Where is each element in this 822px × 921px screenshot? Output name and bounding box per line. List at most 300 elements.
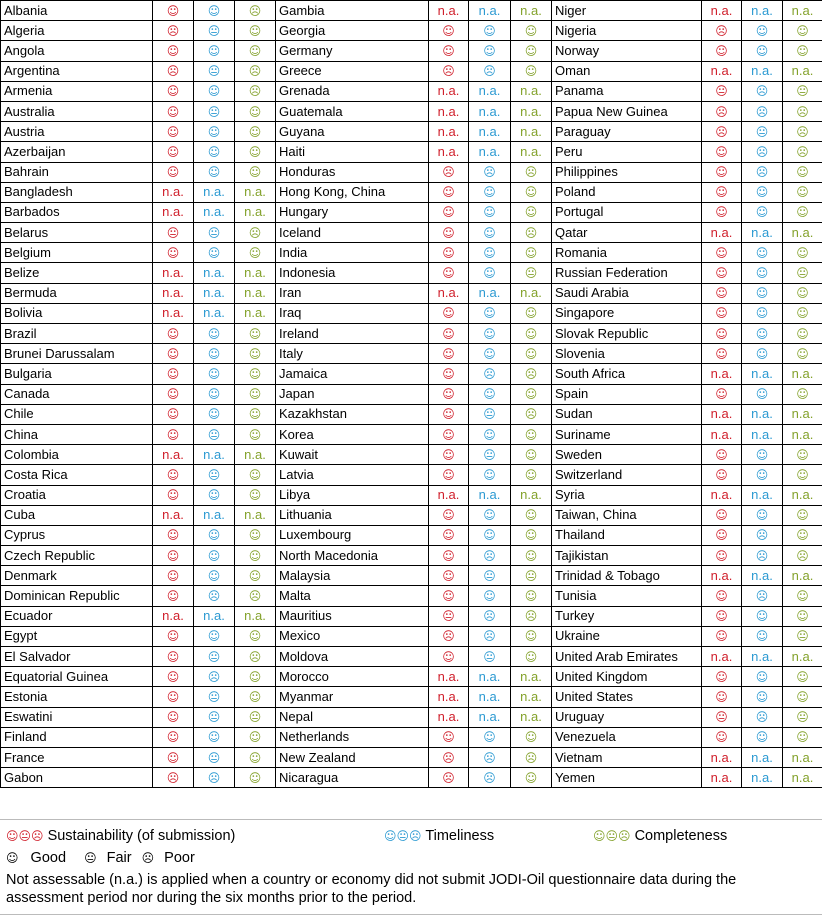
good-icon: ☺ (235, 122, 276, 142)
good-icon: ☺ (153, 647, 194, 667)
not-assessable: n.a. (702, 404, 742, 424)
poor-icon: ☹ (429, 626, 469, 646)
country-name: Oman (552, 61, 702, 81)
good-icon: ☺ (429, 263, 469, 283)
poor-icon: ☹ (783, 142, 822, 162)
country-name: Chile (1, 404, 153, 424)
good-icon: ☺ (469, 384, 511, 404)
fair-icon: 😐 (469, 647, 511, 667)
good-icon: ☺ (429, 566, 469, 586)
country-name: Suriname (552, 424, 702, 444)
good-icon: ☺ (194, 122, 235, 142)
country-name: Panama (552, 81, 702, 101)
fair-icon: 😐 (84, 851, 97, 865)
poor-icon: ☹ (742, 81, 783, 101)
not-assessable: n.a. (469, 142, 511, 162)
good-icon: ☺ (702, 344, 742, 364)
good-icon: ☺ (783, 465, 822, 485)
country-name: Malaysia (276, 566, 429, 586)
country-name: Estonia (1, 687, 153, 707)
table-row (1, 243, 822, 263)
good-icon: ☺ (6, 851, 19, 865)
country-name: Austria (1, 122, 153, 142)
legend-scale (6, 850, 195, 866)
country-name: Algeria (1, 21, 153, 41)
good-icon: ☺ (153, 626, 194, 646)
not-assessable: n.a. (194, 505, 235, 525)
poor-icon: ☹ (194, 768, 235, 788)
good-icon: ☺ (783, 202, 822, 222)
country-name: Cyprus (1, 525, 153, 545)
poor-icon: ☹ (235, 61, 276, 81)
good-icon: ☺ (235, 41, 276, 61)
not-assessable: n.a. (511, 707, 552, 727)
country-name: Nicaragua (276, 768, 429, 788)
good-icon: ☺ (429, 223, 469, 243)
good-icon: ☺ (194, 81, 235, 101)
table-row (1, 606, 822, 626)
poor-icon: ☹ (153, 61, 194, 81)
country-name: Malta (276, 586, 429, 606)
country-name: Bangladesh (1, 182, 153, 202)
good-icon: ☺ (429, 182, 469, 202)
good-icon: ☺ (469, 344, 511, 364)
table-row (1, 324, 822, 344)
good-icon: ☺ (702, 525, 742, 545)
table-row (1, 182, 822, 202)
not-assessable: n.a. (429, 687, 469, 707)
good-icon: ☺ (153, 162, 194, 182)
table-row (1, 727, 822, 747)
good-icon: ☺ (194, 384, 235, 404)
not-assessable: n.a. (429, 1, 469, 21)
not-assessable: n.a. (469, 1, 511, 21)
good-icon: ☺ (783, 243, 822, 263)
not-assessable: n.a. (511, 1, 552, 21)
country-name: Egypt (1, 626, 153, 646)
country-name: Luxembourg (276, 525, 429, 545)
country-name: Honduras (276, 162, 429, 182)
good-icon: ☺ (783, 525, 822, 545)
poor-icon: ☹ (783, 546, 822, 566)
good-icon: ☺ (194, 485, 235, 505)
good-icon: ☺ (235, 546, 276, 566)
good-icon: ☺ (511, 243, 552, 263)
good-icon: ☺ (783, 667, 822, 687)
table-row (1, 525, 822, 545)
good-icon: ☺ (511, 303, 552, 323)
good-icon: ☺ (702, 727, 742, 747)
country-name: Paraguay (552, 122, 702, 142)
table-row (1, 667, 822, 687)
country-name: North Macedonia (276, 546, 429, 566)
country-name: Sudan (552, 404, 702, 424)
fair-icon: 😐 (194, 21, 235, 41)
good-icon: ☺ (235, 667, 276, 687)
fair-icon: 😐 (194, 101, 235, 121)
country-name: Ireland (276, 324, 429, 344)
country-name: Spain (552, 384, 702, 404)
good-icon: ☺ (153, 566, 194, 586)
not-assessable: n.a. (783, 747, 822, 767)
not-assessable: n.a. (742, 1, 783, 21)
good-icon: ☺ (235, 687, 276, 707)
country-name: Philippines (552, 162, 702, 182)
good-icon: ☺ (153, 465, 194, 485)
poor-icon: ☹ (153, 21, 194, 41)
not-assessable: n.a. (429, 707, 469, 727)
good-icon: ☺ (783, 344, 822, 364)
not-assessable: n.a. (469, 687, 511, 707)
country-name: France (1, 747, 153, 767)
good-icon: ☺ (742, 303, 783, 323)
good-icon: ☺ (153, 485, 194, 505)
legend-completeness (593, 828, 727, 844)
country-name: Costa Rica (1, 465, 153, 485)
sustainability-label: Sustainability (of submission) (47, 828, 236, 844)
not-assessable: n.a. (742, 566, 783, 586)
good-icon: ☺ (194, 525, 235, 545)
country-name: Slovenia (552, 344, 702, 364)
good-icon: ☺ (235, 727, 276, 747)
not-assessable: n.a. (783, 404, 822, 424)
country-name: Hong Kong, China (276, 182, 429, 202)
not-assessable: n.a. (153, 505, 194, 525)
good-icon: ☺ (429, 41, 469, 61)
country-name: Canada (1, 384, 153, 404)
good-icon: ☺ (511, 182, 552, 202)
good-icon: ☺ (742, 727, 783, 747)
fair-icon: 😐 (194, 747, 235, 767)
poor-icon: ☹ (469, 61, 511, 81)
country-name: Ukraine (552, 626, 702, 646)
poor-icon: ☹ (783, 122, 822, 142)
good-icon: ☺ (235, 566, 276, 586)
good-icon: ☺ (511, 626, 552, 646)
good-icon: ☺ (783, 162, 822, 182)
good-icon: ☺ (783, 687, 822, 707)
good-icon: ☺ (194, 41, 235, 61)
table-row (1, 283, 822, 303)
good-icon: ☺ (429, 344, 469, 364)
poor-icon: ☹ (469, 747, 511, 767)
country-name: Armenia (1, 81, 153, 101)
country-name: United Arab Emirates (552, 647, 702, 667)
not-assessable: n.a. (153, 303, 194, 323)
country-name: Czech Republic (1, 546, 153, 566)
good-icon: ☺ (194, 546, 235, 566)
good-icon: ☺ (235, 384, 276, 404)
country-name: Taiwan, China (552, 505, 702, 525)
not-assessable: n.a. (702, 364, 742, 384)
poor-icon: ☹ (511, 364, 552, 384)
good-icon: ☺ (783, 727, 822, 747)
good-icon: ☺ (702, 667, 742, 687)
not-assessable: n.a. (702, 61, 742, 81)
good-icon: ☺ (742, 687, 783, 707)
poor-icon: ☹ (783, 101, 822, 121)
table-row (1, 202, 822, 222)
fair-icon: 😐 (194, 647, 235, 667)
not-assessable: n.a. (235, 445, 276, 465)
good-icon: ☺ (742, 324, 783, 344)
good-icon: ☺ (742, 344, 783, 364)
good-icon: ☺ (235, 525, 276, 545)
not-assessable: n.a. (429, 81, 469, 101)
good-icon: ☺ (702, 324, 742, 344)
good-icon: ☺ (153, 384, 194, 404)
good-icon: ☺ (153, 747, 194, 767)
good-icon: ☺ (469, 243, 511, 263)
good-icon: ☺ (153, 546, 194, 566)
not-assessable: n.a. (153, 606, 194, 626)
good-icon: ☺ (511, 525, 552, 545)
country-name: Dominican Republic (1, 586, 153, 606)
not-assessable: n.a. (742, 61, 783, 81)
good-icon: ☺ (511, 41, 552, 61)
good-icon: ☺ (702, 465, 742, 485)
poor-icon: ☹ (194, 667, 235, 687)
table-row (1, 546, 822, 566)
good-icon: ☺ (742, 243, 783, 263)
good-icon: ☺ (194, 364, 235, 384)
fair-icon: 😐 (783, 707, 822, 727)
country-name: Georgia (276, 21, 429, 41)
country-name: Croatia (1, 485, 153, 505)
poor-icon: ☹ (702, 101, 742, 121)
country-name: Niger (552, 1, 702, 21)
country-name: South Africa (552, 364, 702, 384)
country-name: Kazakhstan (276, 404, 429, 424)
poor-icon: ☹ (469, 626, 511, 646)
poor-icon: ☹ (141, 851, 155, 865)
good-icon: ☺ (153, 404, 194, 424)
table-row (1, 142, 822, 162)
poor-icon: ☹ (702, 122, 742, 142)
good-icon: ☺ (153, 101, 194, 121)
country-name: Eswatini (1, 707, 153, 727)
fair-label: Fair (106, 850, 132, 866)
country-name: Moldova (276, 647, 429, 667)
not-assessable: n.a. (235, 283, 276, 303)
country-name: El Salvador (1, 647, 153, 667)
fair-icon: 😐 (702, 707, 742, 727)
country-name: Poland (552, 182, 702, 202)
poor-icon: ☹ (429, 768, 469, 788)
not-assessable: n.a. (742, 747, 783, 767)
good-icon: ☺ (742, 384, 783, 404)
country-name: Norway (552, 41, 702, 61)
good-icon: ☺ (783, 41, 822, 61)
not-assessable: n.a. (194, 445, 235, 465)
legend-note: Not assessable (n.a.) is applied when a country or economy did not submit JODI-Oil questionnaire data during the assessment period nor during the six months prior to the period. (6, 872, 737, 906)
not-assessable: n.a. (194, 263, 235, 283)
good-icon: ☺ (469, 586, 511, 606)
table-row (1, 41, 822, 61)
good-icon: ☺ (153, 142, 194, 162)
good-label: Good (30, 850, 67, 866)
not-assessable: n.a. (235, 182, 276, 202)
not-assessable: n.a. (783, 768, 822, 788)
country-name: Finland (1, 727, 153, 747)
good-icon: ☺ (429, 445, 469, 465)
good-icon: ☺ (702, 303, 742, 323)
country-name: Barbados (1, 202, 153, 222)
good-icon: ☺ (153, 364, 194, 384)
good-icon: ☺ (702, 243, 742, 263)
not-assessable: n.a. (469, 707, 511, 727)
good-icon: ☺ (511, 465, 552, 485)
good-icon: ☺ (153, 41, 194, 61)
poor-icon: ☹ (702, 21, 742, 41)
not-assessable: n.a. (742, 485, 783, 505)
not-assessable: n.a. (783, 424, 822, 444)
good-icon: ☺ (153, 424, 194, 444)
country-name: Lithuania (276, 505, 429, 525)
country-name: New Zealand (276, 747, 429, 767)
not-assessable: n.a. (511, 485, 552, 505)
good-icon: ☺ (783, 445, 822, 465)
not-assessable: n.a. (511, 122, 552, 142)
country-name: Tajikistan (552, 546, 702, 566)
poor-icon: ☹ (235, 647, 276, 667)
good-icon: ☺ (702, 384, 742, 404)
good-icon: ☺ (742, 445, 783, 465)
good-icon: ☺ (783, 505, 822, 525)
completeness-label: Completeness (634, 828, 728, 844)
good-icon: ☺ (469, 223, 511, 243)
table-row (1, 747, 822, 767)
good-icon: ☺ (469, 182, 511, 202)
good-icon: ☺ (511, 505, 552, 525)
country-name: Singapore (552, 303, 702, 323)
country-name: Indonesia (276, 263, 429, 283)
good-icon: ☺ (742, 606, 783, 626)
good-icon: ☺ (194, 727, 235, 747)
not-assessable: n.a. (511, 667, 552, 687)
country-name: Vietnam (552, 747, 702, 767)
table-row (1, 768, 822, 788)
legend-sustainability (6, 828, 235, 844)
good-icon: ☺ (429, 525, 469, 545)
country-name: Yemen (552, 768, 702, 788)
poor-icon: ☹ (511, 606, 552, 626)
good-icon: ☺ (511, 445, 552, 465)
good-icon: ☺ (429, 384, 469, 404)
not-assessable: n.a. (153, 182, 194, 202)
not-assessable: n.a. (783, 647, 822, 667)
not-assessable: n.a. (194, 303, 235, 323)
good-icon: ☺ (429, 202, 469, 222)
poor-icon: ☹ (235, 1, 276, 21)
country-name: Gambia (276, 1, 429, 21)
good-icon: ☺ (783, 21, 822, 41)
table-row (1, 384, 822, 404)
country-name: Nigeria (552, 21, 702, 41)
good-icon: ☺ (235, 747, 276, 767)
fair-icon: 😐 (194, 707, 235, 727)
not-assessable: n.a. (235, 263, 276, 283)
good-icon: ☺ (469, 465, 511, 485)
good-icon: ☺ (153, 1, 194, 21)
table-row (1, 445, 822, 465)
table-row (1, 344, 822, 364)
table-row (1, 586, 822, 606)
good-icon: ☺ (702, 182, 742, 202)
not-assessable: n.a. (783, 61, 822, 81)
good-icon: ☺ (194, 626, 235, 646)
poor-icon: ☹ (511, 747, 552, 767)
not-assessable: n.a. (194, 606, 235, 626)
not-assessable: n.a. (783, 566, 822, 586)
not-assessable: n.a. (742, 647, 783, 667)
country-name: Brunei Darussalam (1, 344, 153, 364)
good-icon: ☺ (702, 283, 742, 303)
completeness-legend-icon: ☺😐☹ (593, 829, 631, 843)
good-icon: ☺ (511, 324, 552, 344)
poor-icon: ☹ (194, 586, 235, 606)
fair-icon: 😐 (469, 566, 511, 586)
good-icon: ☺ (702, 546, 742, 566)
good-icon: ☺ (702, 41, 742, 61)
poor-icon: ☹ (469, 162, 511, 182)
good-icon: ☺ (235, 324, 276, 344)
table-row (1, 263, 822, 283)
good-icon: ☺ (702, 162, 742, 182)
good-icon: ☺ (429, 243, 469, 263)
country-name: Greece (276, 61, 429, 81)
good-icon: ☺ (153, 122, 194, 142)
country-name: India (276, 243, 429, 263)
not-assessable: n.a. (742, 404, 783, 424)
poor-icon: ☹ (742, 586, 783, 606)
table-row (1, 364, 822, 384)
fair-icon: 😐 (429, 606, 469, 626)
country-name: Belarus (1, 223, 153, 243)
good-icon: ☺ (235, 485, 276, 505)
good-icon: ☺ (702, 263, 742, 283)
country-name: Equatorial Guinea (1, 667, 153, 687)
not-assessable: n.a. (742, 768, 783, 788)
not-assessable: n.a. (702, 1, 742, 21)
not-assessable: n.a. (783, 364, 822, 384)
table-row (1, 122, 822, 142)
not-assessable: n.a. (702, 223, 742, 243)
fair-icon: 😐 (194, 424, 235, 444)
not-assessable: n.a. (429, 142, 469, 162)
not-assessable: n.a. (153, 445, 194, 465)
good-icon: ☺ (235, 626, 276, 646)
good-icon: ☺ (153, 525, 194, 545)
country-name: Latvia (276, 465, 429, 485)
country-name: Kuwait (276, 445, 429, 465)
good-icon: ☺ (469, 505, 511, 525)
not-assessable: n.a. (511, 101, 552, 121)
good-icon: ☺ (469, 263, 511, 283)
country-name: Hungary (276, 202, 429, 222)
table-row (1, 647, 822, 667)
table-row (1, 505, 822, 525)
good-icon: ☺ (511, 344, 552, 364)
not-assessable: n.a. (702, 485, 742, 505)
legend-divider (0, 819, 822, 820)
good-icon: ☺ (702, 586, 742, 606)
good-icon: ☺ (153, 586, 194, 606)
country-name: Papua New Guinea (552, 101, 702, 121)
country-name: Syria (552, 485, 702, 505)
not-assessable: n.a. (194, 283, 235, 303)
good-icon: ☺ (742, 505, 783, 525)
